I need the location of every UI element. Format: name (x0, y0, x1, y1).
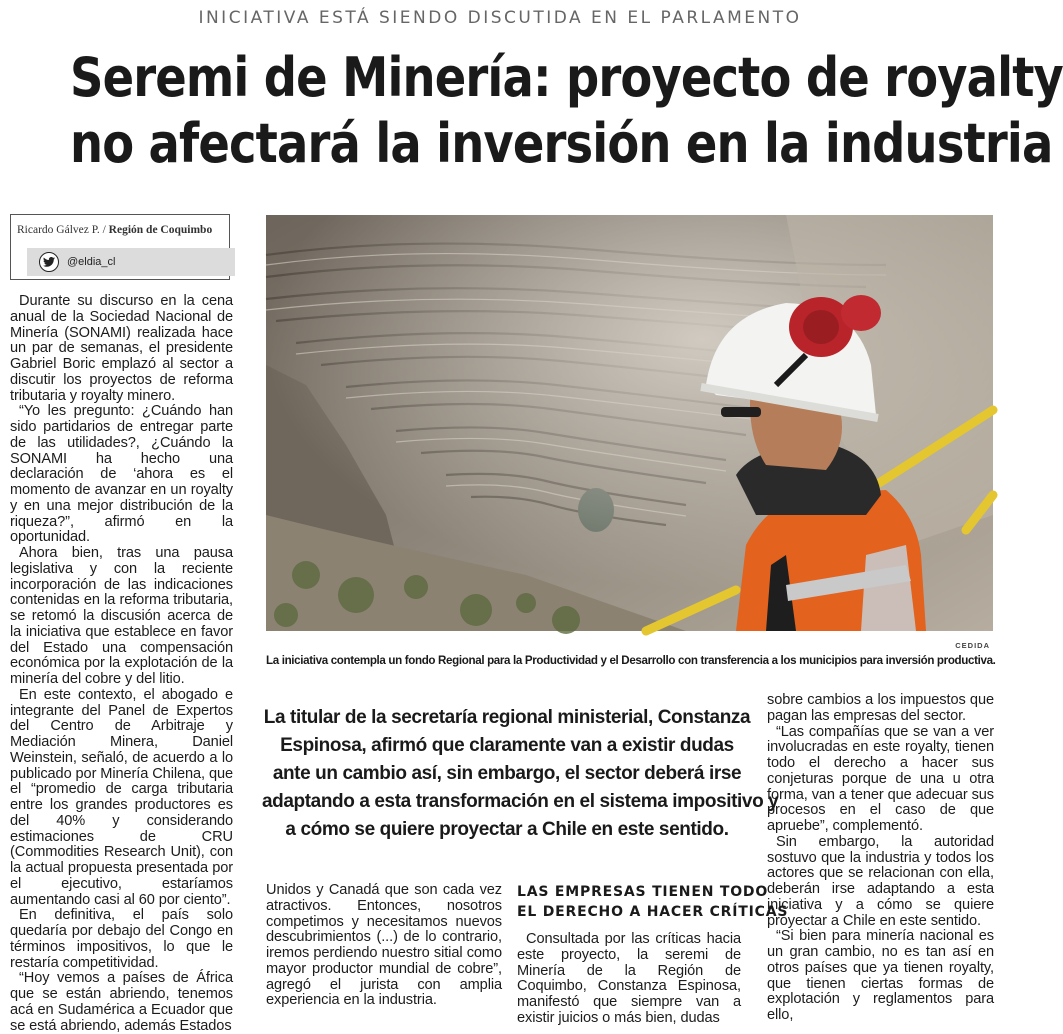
article-column-middle-1 (266, 883, 502, 1009)
paragraph: “Las compañías que se van a ver involucradas en este royalty, tienen todo el derecho a hacer sus conjeturas porque de una u otra forma, van a tener que adecuar sus procesos en el caso de que apruebe”, complementó. (767, 723, 994, 834)
photo-credit: CEDIDA (955, 641, 990, 650)
paragraph: sobre cambios a los impuestos que pagan las empresas del sector. (767, 692, 994, 724)
article-column-left (10, 294, 233, 1034)
byline (17, 224, 212, 236)
paragraph: En este contexto, el abogado e integrante del Panel de Expertos del Centro de Arbitraje y Mediación Minera, Daniel Weinstein, señaló, de acuerdo a lo publicado por Minería Chilena, que el “promedio de carga tributaria entre los grandes productores es del 40% y considerando estimaciones de CRU (Commodities Research Unit), con la actual propuesta presentada por el ejecutivo, estaríamos aumentando casi al 60 por ciento”. (10, 686, 233, 908)
byline-separator: / (102, 224, 106, 236)
pull-quote-line: a cómo se quiere proyectar a Chile en este sentido. (285, 819, 729, 840)
kicker: INICIATIVA ESTÁ SIENDO DISCUTIDA EN EL PARLAMENTO (198, 8, 802, 28)
article-column-middle-2 (517, 932, 741, 1027)
mine-photo (266, 215, 993, 631)
byline-box (10, 214, 230, 280)
pull-quote-line: adaptando a esta transformación en el sistema impositivo y (262, 791, 779, 812)
headline-line-1: Seremi de Minería: proyecto de royalty (70, 46, 1063, 109)
photo-caption: La iniciativa contempla un fondo Regional para la Productividad y el Desarrollo con transferencia a los municipios para inversión productiva. (266, 654, 996, 667)
paragraph: Ahora bien, tras una pausa legislativa y con la reciente incorporación de las indicaciones contenidas en la reforma tributaria, se retomó la discusión acerca de la iniciativa que establece en favor del Estado una compensación económica por la explotación de la minería del cobre y del litio. (10, 545, 233, 687)
headline-line-2: no afectará la inversión en la industria (70, 112, 1053, 175)
paragraph: En definitiva, el país solo quedaría por debajo del Congo en términos impositivos, lo que le restaría competitividad. (10, 907, 233, 971)
twitter-handle[interactable]: @eldia_cl (67, 256, 116, 268)
subhead-line: LAS EMPRESAS TIENEN TODO (517, 884, 769, 900)
byline-region: Región de Coquimbo (108, 224, 213, 236)
pull-quote-line: ante un cambio así, sin embargo, el sector deberá irse (272, 763, 742, 784)
open-pit-mine-image (266, 215, 993, 631)
paragraph: “Yo les pregunto: ¿Cuándo han sido partidarios de entregar parte de las utilidades?, ¿Cuándo la SONAMI ha hecho una declaración de ‘ahora es el momento de avanzar en un royalty y en una mejor distribución de la riqueza?”, afirmó en la oportunidad. (10, 403, 233, 546)
pull-quote (262, 704, 779, 844)
section-subhead (517, 882, 789, 922)
headline (70, 45, 1063, 177)
social-handle-bar (27, 248, 235, 276)
subhead-line: EL DERECHO A HACER CRÍTICAS (517, 904, 789, 920)
paragraph: Consultada por las críticas hacia este proyecto, la seremi de Minería de la Región de Coquimbo, Constanza Espinosa, manifestó que siempre van a existir juicios o más bien, dudas (517, 931, 741, 1026)
byline-author: Ricardo Gálvez P. (17, 224, 100, 236)
pull-quote-line: La titular de la secretaría regional ministerial, Constanza (263, 707, 751, 728)
pull-quote-line: Espinosa, afirmó que claramente van a existir dudas (280, 735, 734, 756)
paragraph: Durante su discurso en la cena anual de la Sociedad Nacional de Minería (SONAMI) realizada hace un par de semanas, el presidente Gabriel Boric emplazó al sector a discutir los proyectos de reforma tributaria y royalty minero. (10, 293, 233, 404)
twitter-icon (39, 252, 59, 272)
paragraph: “Hoy vemos a países de África que se están abriendo, tenemos acá en Sudamérica a Ecuador que se está abriendo, además Estados (10, 970, 233, 1034)
paragraph: Sin embargo, la autoridad sostuvo que la industria y todos los actores que se relacionan con ella, deberán irse adaptando a esta iniciativa y a cómo se quiere proyectar a Chile en este sentido. (767, 833, 994, 929)
article-column-right (767, 693, 994, 1024)
paragraph: Unidos y Canadá que son cada vez atractivos. Entonces, nosotros competimos y necesitamos nuevos descubrimientos (...) de lo contrario, iremos perdiendo nuestro sitial como mayor productor mundial de cobre”, agregó el jurista con amplia experiencia en la industria. (266, 882, 502, 1009)
paragraph: “Si bien para minería nacional es un gran cambio, no es tan así en otros países que ya tienen royalty, que tienen ciertas formas de explotación y reglamentos para ello, (767, 928, 994, 1023)
